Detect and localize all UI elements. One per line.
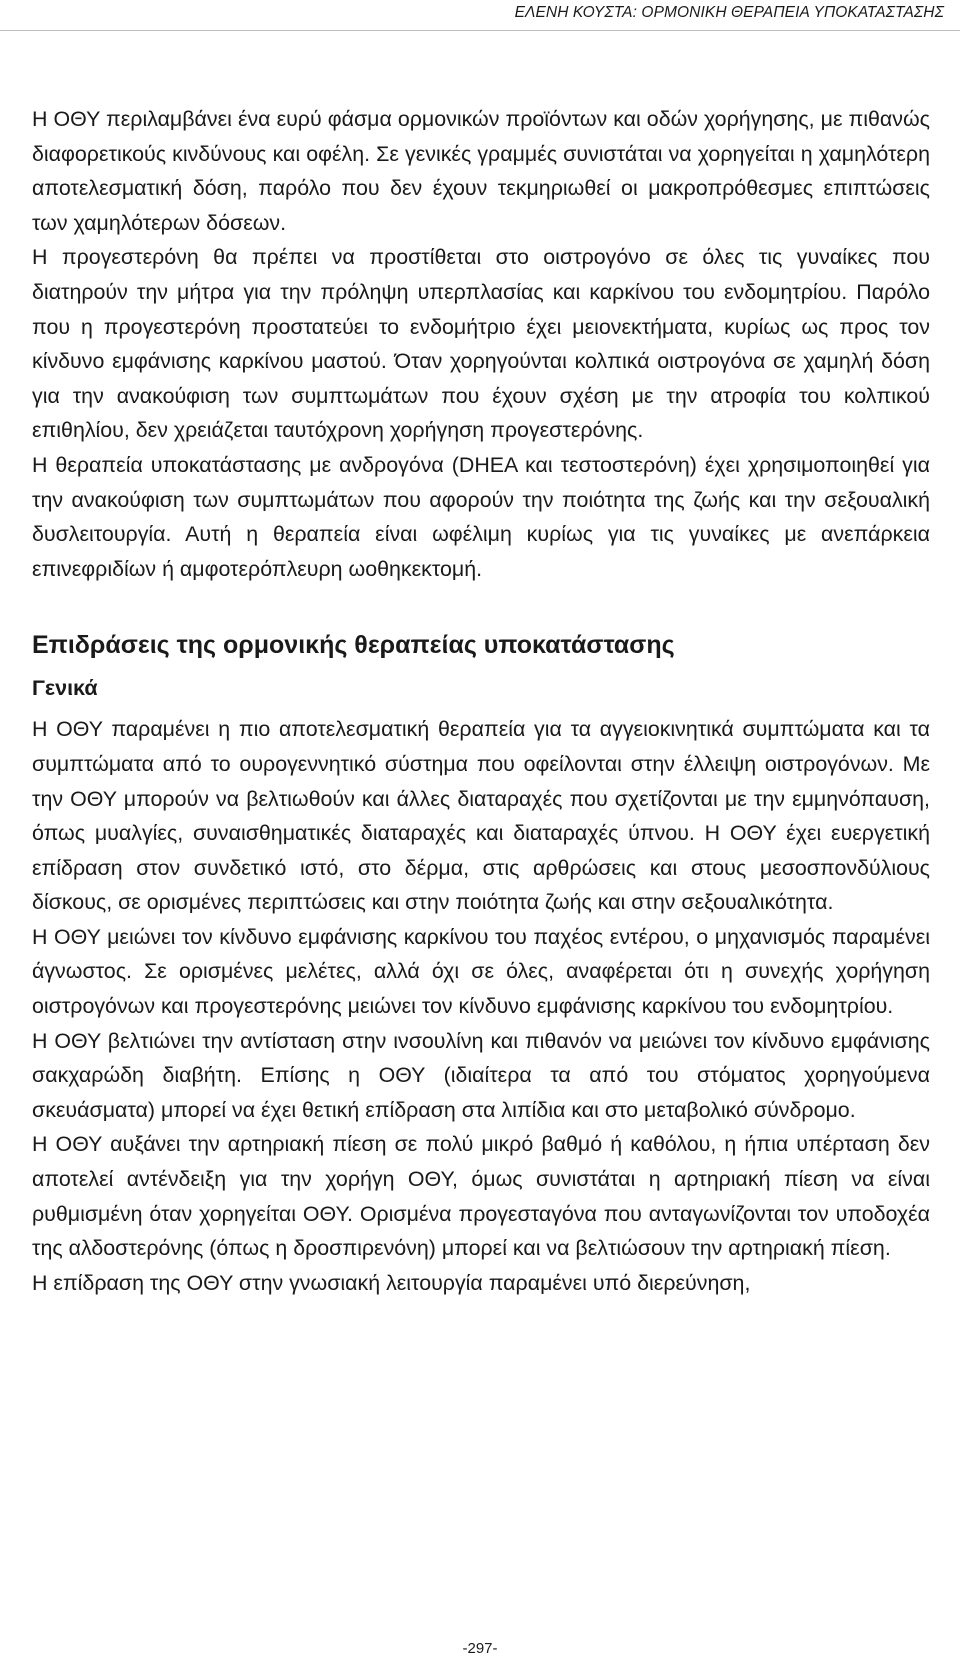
page-body (32, 102, 930, 1300)
body-paragraph: Η ΟΘΥ μειώνει τον κίνδυνο εμφάνισης καρκίνου του παχέος εντέρου, ο μηχανισμός παραμένει άγνωστος. Σε ορισμένες μελέτες, αλλά όχι σε όλες, αναφέρεται ότι η συνεχής χορήγηση οιστρογόνων και προγεστερόνης μειώνει τον κίνδυνο εμφάνισης καρκίνου του ενδομητρίου. (32, 924, 930, 1019)
body-paragraph: Η ΟΘΥ αυξάνει την αρτηριακή πίεση σε πολύ μικρό βαθμό ή καθόλου, η ήπια υπέρταση δεν αποτελεί αντένδειξη για την χορήγη ΟΘΥ, όμως συνιστάται η αρτηριακή πίεση να είναι ρυθμισμένη όταν χορηγείται ΟΘΥ. Ορισμένα προγεσταγόνα που ανταγωνίζονται τον υποδοχέα της αλδοστερόνης (όπως η δροσπιρενόνη) μπορεί και να βελτιώσουν την αρτηριακή πίεση. (32, 1132, 930, 1261)
page-number: -297- (462, 1640, 498, 1657)
header-divider (0, 30, 960, 31)
body-paragraph: Η ΟΘΥ βελτιώνει την αντίσταση στην ινσουλίνη και πιθανόν να μειώνει τον κίνδυνο εμφάνισης σακχαρώδη διαβήτη. Επίσης η ΟΘΥ (ιδιαίτερα τα από του στόματος χορηγούμενα σκευάσματα) μπορεί να έχει θετική επίδραση στα λιπίδια και στο μεταβολικό σύνδρομο. (32, 1028, 930, 1122)
section-heading: Επιδράσεις της ορμονικής θεραπείας υποκατάστασης (32, 631, 675, 660)
body-paragraph: Η θεραπεία υποκατάστασης με ανδρογόνα (DHEA και τεστοστερόνη) έχει χρησιμοποιηθεί για την ανακούφιση των συμπτωμάτων που αφορούν την ποιότητα της ζωής και την σεξουαλική δυσλειτουργία. Αυτή η θεραπεία είναι ωφέλιμη κυρίως για τις γυναίκες με ανεπάρκεια επινεφριδίων ή αμφοτερόπλευρη ωοθηκεκτομή. (32, 452, 930, 581)
body-paragraph: Η ΟΘΥ περιλαμβάνει ένα ευρύ φάσμα ορμονικών προϊόντων και οδών χορήγησης, με πιθανώς διαφορετικούς κινδύνους και οφέλη. Σε γενικές γραμμές συνιστάται να χορηγείται η χαμηλότερη αποτελεσματική δόση, παρόλο που δεν έχουν τεκμηριωθεί οι μακροπρόθεσμες επιπτώσεις των χαμηλότερων δόσεων. (32, 107, 930, 235)
body-paragraph: Η προγεστερόνη θα πρέπει να προστίθεται στο οιστρογόνο σε όλες τις γυναίκες που διατηρούν την μήτρα για την πρόληψη υπερπλασίας και καρκίνου του ενδομητρίου. Παρόλο που η προγεστερόνη προστατεύει το ενδομήτριο έχει μειονεκτήματα, κυρίως ως προς τον κίνδυνο εμφάνισης καρκίνου μαστού. Όταν χορηγούνται κολπικά οιστρογόνα σε χαμηλή δόση για την ανακούφιση των συμπτωμάτων που έχουν σχέση με την ατροφία του κολπικού επιθηλίου, δεν χρειάζεται ταυτόχρονη χορήγηση προγεστερόνης. (32, 245, 930, 443)
body-paragraph: Η επίδραση της ΟΘΥ στην γνωσιακή λειτουργία παραμένει υπό διερεύνηση, (32, 1270, 751, 1295)
subsection-heading: Γενικά (32, 676, 98, 701)
running-header: ΕΛΕΝΗ ΚΟΥΣΤΑ: ΟΡΜΟΝΙΚΗ ΘΕΡΑΠΕΙΑ ΥΠΟΚΑΤΑΣΤΑΣΗΣ (514, 4, 944, 21)
body-paragraph: Η ΟΘΥ παραμένει η πιο αποτελεσματική θεραπεία για τα αγγειοκινητικά συμπτώματα και τα συμπτώματα από το ουρογεννητικό σύστημα που οφείλονται στην έλλειψη οιστρογόνων. Με την ΟΘΥ μπορούν να βελτιωθούν και άλλες διαταραχές που σχετίζονται με την εμμηνόπαυση, όπως μυαλγίες, συναισθηματικές διαταραχές και διαταραχές ύπνου. Η ΟΘΥ έχει ευεργετική επίδραση στον συνδετικό ιστό, στο δέρμα, στις αρθρώσεις και στους μεσοσπονδύλιους δίσκους, σε ορισμένες περιπτώσεις και στην ποιότητα ζωής και στην σεξουαλικότητα. (32, 717, 930, 915)
